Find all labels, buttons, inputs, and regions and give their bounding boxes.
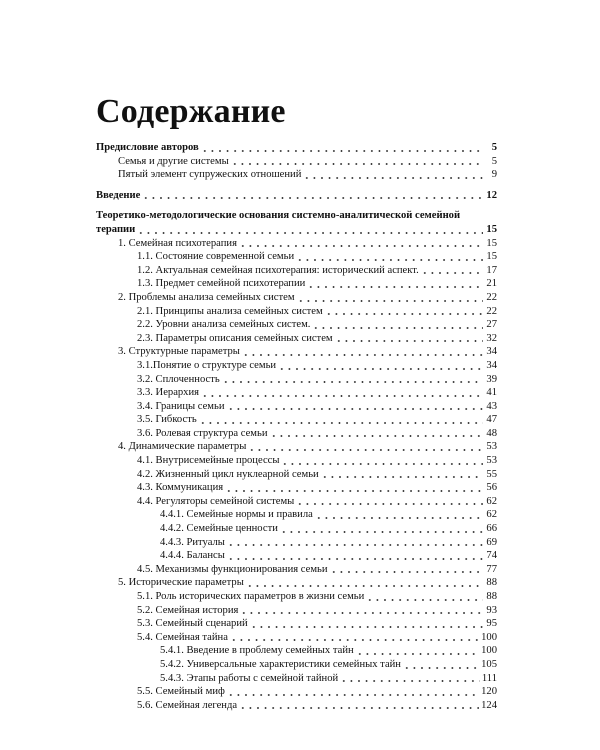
toc-entry-title: 4.4.3. Ритуалы [160, 536, 225, 548]
toc-entry-page: 93 [486, 604, 497, 616]
toc-leader-dots [335, 333, 483, 343]
toc-entry[interactable] [96, 549, 497, 563]
toc-entry[interactable] [96, 155, 497, 169]
toc-leader-dots [296, 252, 483, 262]
toc-entry-page: 21 [486, 278, 497, 290]
toc-entry[interactable] [96, 522, 497, 536]
toc-entry-title: Пятый элемент супружеских отношений [118, 169, 302, 181]
toc-entry-title: Введение [96, 189, 141, 201]
toc-entry-title: 5.2. Семейная история [137, 604, 239, 616]
toc-entry[interactable] [96, 386, 497, 400]
toc-leader-dots [137, 225, 483, 235]
toc-leader-dots [201, 388, 483, 398]
toc-leader-dots [297, 293, 483, 303]
toc-entry-title: Семья и другие системы [118, 155, 229, 167]
toc-entry-page: 111 [481, 672, 497, 684]
toc-entry[interactable] [96, 576, 497, 590]
toc-entry[interactable] [96, 305, 497, 319]
toc-entry[interactable] [96, 427, 497, 441]
toc-entry[interactable] [96, 291, 497, 305]
toc-entry-page: 32 [486, 332, 497, 344]
toc-entry-page: 48 [486, 427, 497, 439]
toc-entry-page: 62 [486, 495, 497, 507]
toc-entry-title: 3.2. Сплоченность [137, 373, 220, 385]
toc-leader-dots [281, 456, 483, 466]
toc-entry[interactable] [96, 508, 497, 522]
toc-entry[interactable] [96, 141, 497, 155]
toc-leader-dots [240, 605, 483, 615]
toc-entry-title: 5.4.1. Введение в проблему семейных тайн [160, 645, 354, 657]
toc-leader-dots [366, 592, 483, 602]
toc-entry-title: 4.4.1. Семейные нормы и правила [160, 509, 313, 521]
toc-leader-dots [230, 632, 479, 642]
toc-entry-title: 5.4. Семейная тайна [137, 631, 228, 643]
toc-entry-title: 5.4.3. Этапы работы с семейной тайной [160, 672, 339, 684]
toc-entry-page: 69 [486, 536, 497, 548]
toc-entry-title: 2.3. Параметры описания семейных систем [137, 332, 333, 344]
toc-entry[interactable] [96, 468, 497, 482]
toc-entry-title: 5. Исторические параметры [118, 577, 244, 589]
toc-leader-dots [280, 524, 483, 534]
toc-entry-page: 5 [491, 155, 497, 167]
toc-entry[interactable] [96, 658, 497, 672]
toc-leader-dots [303, 170, 483, 180]
toc-entry[interactable] [96, 223, 497, 237]
toc-entry-page: 15 [486, 223, 497, 235]
toc-entry[interactable] [96, 264, 497, 278]
toc-entry-page: 55 [486, 468, 497, 480]
toc-entry-page: 12 [486, 189, 497, 201]
toc-entry-page: 95 [486, 618, 497, 630]
toc-entry-title: 4.2. Жизненный цикл нуклеарной семьи [137, 468, 319, 480]
toc-entry-page: 105 [481, 658, 497, 670]
toc-entry-title: 4.1. Внутрисемейные процессы [137, 455, 280, 467]
toc-entry[interactable] [96, 495, 497, 509]
toc-entry-title: 1.3. Предмет семейной психотерапии [137, 278, 306, 290]
toc-entry-page: 120 [481, 686, 497, 698]
toc-leader-dots [246, 578, 483, 588]
toc-entry-page: 43 [486, 400, 497, 412]
toc-entry-title: 2. Проблемы анализа семейных систем [118, 291, 295, 303]
toc-entry-page: 62 [486, 509, 497, 521]
toc-entry-page: 77 [486, 563, 497, 575]
toc-entry-page: 41 [486, 387, 497, 399]
toc-leader-dots [307, 279, 483, 289]
toc-entry[interactable] [96, 373, 497, 387]
toc-entry-title: 1.1. Состояние современной семьи [137, 251, 295, 263]
toc-entry-title: 1. Семейная психотерапия [118, 237, 237, 249]
toc-entry-title: 3.5. Гибкость [137, 414, 197, 426]
toc-entry[interactable] [96, 277, 497, 291]
toc-entry[interactable] [96, 345, 497, 359]
toc-entry-title: 4.5. Механизмы функционирования семьи [137, 563, 328, 575]
toc-entry[interactable] [96, 413, 497, 427]
toc-entry-page: 124 [481, 699, 497, 711]
toc-leader-dots [248, 442, 483, 452]
toc-leader-dots [356, 646, 479, 656]
toc-entry-title: Предисловие авторов [96, 142, 199, 153]
toc-leader-dots [239, 700, 479, 710]
toc-entry-page: 100 [481, 645, 497, 657]
toc-entry-title: 3. Структурные параметры [118, 346, 240, 358]
toc-entry-page: 5 [491, 142, 497, 153]
toc-entry-page: 56 [486, 482, 497, 494]
toc-entry-page: 53 [486, 455, 497, 467]
toc-leader-dots [340, 673, 480, 683]
toc-entry-title: 4. Динамические параметры [118, 441, 247, 453]
toc-leader-dots [227, 537, 483, 547]
toc-entry[interactable] [96, 332, 497, 346]
toc-leader-dots [227, 687, 479, 697]
toc-entry-page: 53 [486, 441, 497, 453]
toc-entry-page: 22 [486, 291, 497, 303]
toc-entry[interactable] [96, 168, 497, 182]
toc-entry-page: 15 [486, 251, 497, 263]
toc-entry-title: 4.3. Коммуникация [137, 482, 224, 494]
toc-entry[interactable] [96, 617, 497, 631]
toc-leader-dots [270, 428, 484, 438]
toc-entry-page: 34 [486, 359, 497, 371]
toc-entry-heading: Теоретико-методологические основания системно-аналитической семейной [96, 210, 461, 222]
toc-leader-dots [225, 483, 483, 493]
toc-leader-dots [312, 320, 483, 330]
toc-entry[interactable] [96, 400, 497, 414]
toc-leader-dots [142, 190, 483, 200]
toc-entry[interactable] [96, 481, 497, 495]
toc-entry-title: 3.1.Понятие о структуре семьи [137, 359, 277, 371]
toc-entry-page: 88 [486, 577, 497, 589]
toc-leader-dots [227, 551, 483, 561]
toc-entry-title: 4.4.4. Балансы [160, 550, 225, 562]
toc-leader-dots [239, 238, 483, 248]
toc-entry-title: 3.4. Границы семьи [137, 400, 225, 412]
toc-leader-dots [227, 401, 483, 411]
toc-leader-dots [315, 510, 483, 520]
toc-entry-page: 34 [486, 346, 497, 358]
toc-entry[interactable] [96, 440, 497, 454]
toc-entry[interactable] [96, 189, 497, 203]
toc-entry-title: 5.4.2. Универсальные характеристики семейных тайн [160, 658, 401, 670]
toc-entry[interactable] [96, 631, 497, 645]
toc-entry[interactable] [96, 536, 497, 550]
table-of-contents [96, 141, 497, 712]
toc-entry[interactable] [96, 454, 497, 468]
toc-leader-dots [325, 306, 483, 316]
toc-entry-page: 39 [486, 373, 497, 385]
toc-entry-page: 27 [486, 319, 497, 331]
toc-entry-title: 5.1. Роль исторических параметров в жизни семьи [137, 591, 365, 602]
toc-entry-title: 2.1. Принципы анализа семейных систем [137, 305, 323, 317]
page-title: Содержание [96, 92, 286, 130]
toc-leader-dots [278, 361, 483, 371]
toc-entry-page: 15 [486, 237, 497, 249]
toc-entry[interactable] [96, 685, 497, 699]
toc-entry-page: 100 [481, 631, 497, 643]
toc-entry-page: 22 [486, 305, 497, 317]
toc-entry[interactable] [96, 318, 497, 332]
toc-entry-title: 1.2. Актуальная семейная психотерапия: исторический аспект. [137, 264, 419, 276]
toc-entry[interactable] [96, 250, 497, 264]
toc-entry-title: 4.4.2. Семейные ценности [160, 523, 278, 535]
toc-entry-page: 66 [486, 523, 497, 535]
toc-leader-dots [330, 564, 483, 574]
toc-entry-page: 74 [486, 550, 497, 562]
toc-leader-dots [296, 496, 483, 506]
toc-entry[interactable] [96, 590, 497, 604]
toc-leader-dots [199, 415, 483, 425]
toc-entry-title: 5.3. Семейный сценарий [137, 618, 248, 630]
toc-entry-title: 5.6. Семейная легенда [137, 699, 238, 711]
toc-entry-title: 3.6. Ролевая структура семьи [137, 427, 268, 439]
toc-entry[interactable] [96, 672, 497, 686]
toc-leader-dots [201, 143, 483, 153]
toc-leader-dots [250, 619, 483, 629]
toc-entry-title: 2.2. Уровни анализа семейных систем. [137, 319, 311, 331]
toc-entry-page: 9 [491, 169, 497, 181]
toc-entry-page: 88 [486, 591, 497, 602]
toc-leader-dots [403, 660, 479, 670]
toc-entry[interactable] [96, 644, 497, 658]
toc-leader-dots [321, 469, 483, 479]
toc-leader-dots [421, 265, 483, 275]
toc-leader-dots [242, 347, 483, 357]
toc-entry-page: 47 [486, 414, 497, 426]
toc-entry[interactable] [96, 699, 497, 713]
toc-entry[interactable] [96, 604, 497, 618]
toc-entry-title: 3.3. Иерархия [137, 387, 200, 399]
toc-leader-dots [222, 374, 483, 384]
toc-entry[interactable] [96, 359, 497, 373]
toc-entry[interactable] [96, 563, 497, 577]
toc-entry-title: терапии [96, 223, 136, 235]
toc-entry-page: 17 [486, 264, 497, 276]
toc-leader-dots [231, 156, 483, 166]
toc-entry-title: 5.5. Семейный миф [137, 686, 225, 698]
toc-entry-title: 4.4. Регуляторы семейной системы [137, 495, 295, 507]
toc-entry[interactable] [96, 237, 497, 251]
